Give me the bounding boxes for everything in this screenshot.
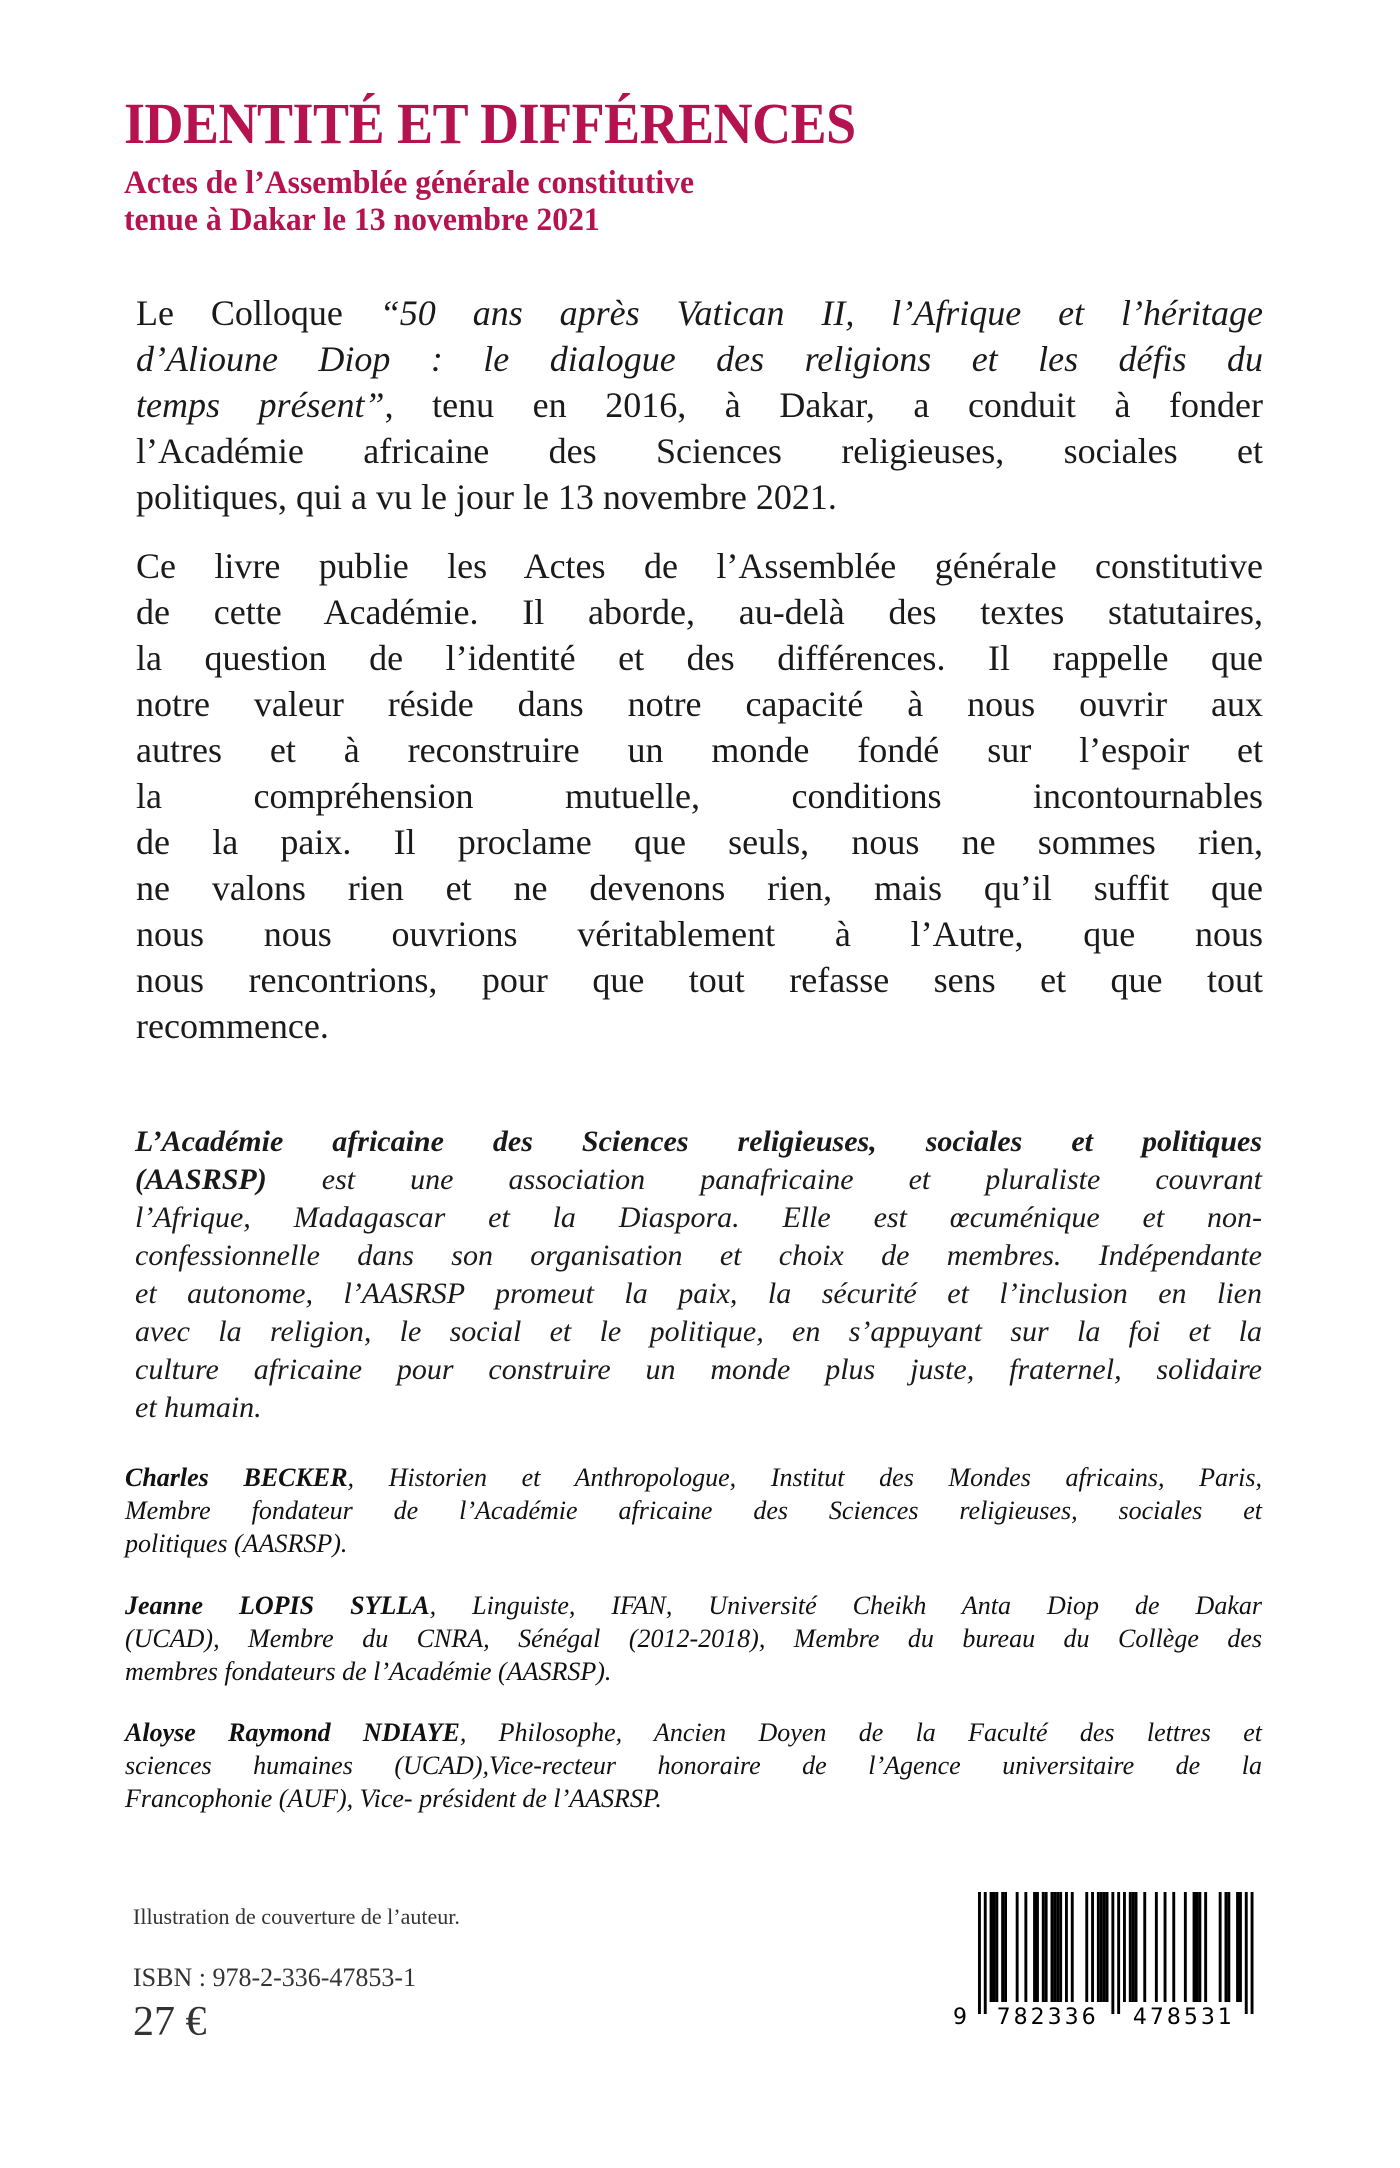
cover-illustration-credit: Illustration de couverture de l’auteur. xyxy=(133,1904,460,1929)
text-line xyxy=(136,911,1263,957)
text-segment: et humain. xyxy=(135,1391,262,1424)
text-line xyxy=(125,1494,1262,1527)
text-line xyxy=(136,635,1263,681)
isbn-barcode xyxy=(950,1890,1270,2030)
text-segment: ne valons rien et ne devenons rien, mais qu’il suffit que xyxy=(136,868,1263,908)
barcode-bar xyxy=(993,1892,996,2002)
barcode-bar xyxy=(1106,1892,1109,2002)
text-line xyxy=(136,1003,1263,1049)
barcode-bar xyxy=(1172,1892,1175,2002)
subtitle-line: Actes de l’Assemblée générale constitutive xyxy=(124,165,695,201)
text-line xyxy=(136,727,1263,773)
isbn-number: ISBN : 978-2-336-47853-1 xyxy=(133,1963,417,1992)
barcode-bar xyxy=(1184,1892,1187,2002)
text-line xyxy=(125,1527,1262,1560)
barcode-bar xyxy=(1123,1892,1126,2002)
barcode-bar xyxy=(1227,1892,1230,2002)
text-line xyxy=(136,681,1263,727)
barcode-bar xyxy=(1129,1892,1132,2002)
barcode-bar xyxy=(1236,1892,1239,2002)
barcode-bar xyxy=(1164,1892,1167,2002)
barcode-bar xyxy=(1111,1892,1114,2014)
barcode-bar xyxy=(1042,1892,1045,2002)
text-line xyxy=(136,773,1263,819)
text-line xyxy=(125,1716,1262,1749)
text-segment: culture africaine pour construire un monde plus juste, fraternel, solidaire xyxy=(135,1353,1262,1386)
text-line xyxy=(136,957,1263,1003)
text-segment: temps présent” xyxy=(136,385,385,425)
barcode-bar xyxy=(1117,1892,1120,2014)
barcode-bar xyxy=(995,1892,998,2002)
barcode-bar xyxy=(1059,1892,1062,2002)
text-segment: membres fondateurs de l’Académie (AASRSP). xyxy=(125,1657,612,1686)
text-line xyxy=(125,1655,1262,1688)
text-segment: avec la religion, le social et le politique, en s’appuyant sur la foi et la xyxy=(135,1315,1262,1348)
summary-paragraph-2 xyxy=(136,543,1263,1049)
barcode-bar xyxy=(1251,1892,1254,2014)
barcode-bar xyxy=(1016,1892,1019,2002)
barcode-bar xyxy=(1193,1892,1196,2002)
barcode-graphic xyxy=(950,1890,1270,2030)
text-segment: Membre fondateur de l’Académie africaine des Sciences religieuses, sociales et xyxy=(125,1496,1262,1525)
text-line xyxy=(136,474,1263,520)
text-segment: , Historien et Anthropologue, Institut des Mondes africains, Paris, xyxy=(347,1463,1262,1492)
text-segment: Le Colloque xyxy=(136,293,380,333)
text-segment: est une association panafricaine et pluraliste couvrant xyxy=(266,1163,1262,1196)
text-line xyxy=(135,1237,1262,1275)
subtitle-line: tenue à Dakar le 13 novembre 2021 xyxy=(124,202,600,238)
text-segment: nous rencontrions, pour que tout refasse sens et que tout xyxy=(136,960,1263,1000)
barcode-bar xyxy=(1091,1892,1094,2002)
text-segment: la compréhension mutuelle, conditions incontournables xyxy=(136,776,1263,816)
author-bio-ndiaye xyxy=(125,1716,1262,1815)
barcode-digits: 9 xyxy=(953,2005,970,2030)
text-line xyxy=(135,1199,1262,1237)
summary-paragraph-1 xyxy=(136,290,1263,520)
text-line xyxy=(136,428,1263,474)
text-segment: notre valeur réside dans notre capacité à nous ouvrir aux xyxy=(136,684,1263,724)
text-segment: (UCAD), Membre du CNRA, Sénégal (2012-2018), Membre du bureau du Collège des xyxy=(125,1624,1262,1653)
text-line xyxy=(136,589,1263,635)
text-line xyxy=(125,1461,1262,1494)
text-segment: , Linguiste, IFAN, Université Cheikh Anta Diop de Dakar xyxy=(429,1591,1262,1620)
barcode-bar xyxy=(1033,1892,1036,2002)
text-segment: L’Académie africaine des Sciences religieuses, sociales et politiques xyxy=(135,1125,1262,1158)
barcode-bar xyxy=(1239,1892,1242,2002)
text-segment: (AASRSP) xyxy=(135,1163,267,1196)
barcode-bar xyxy=(1045,1892,1048,2002)
text-line xyxy=(135,1389,1262,1427)
barcode-bar xyxy=(978,1892,981,2014)
barcode-bar xyxy=(1196,1892,1199,2002)
barcode-bar xyxy=(1056,1892,1059,2002)
barcode-bar xyxy=(1085,1892,1088,2002)
text-line xyxy=(135,1161,1262,1199)
text-segment: la question de l’identité et des différences. Il rappelle que xyxy=(136,638,1263,678)
text-line xyxy=(136,543,1263,589)
barcode-bar xyxy=(1001,1892,1004,2002)
barcode-bar xyxy=(1051,1892,1054,2002)
book-title: IDENTITÉ ET DIFFÉRENCES xyxy=(124,91,856,156)
text-segment: l’Afrique, Madagascar et la Diaspora. Elle est œcuménique et non- xyxy=(135,1201,1262,1234)
text-segment: Aloyse Raymond NDIAYE xyxy=(125,1718,460,1747)
barcode-bar xyxy=(1024,1892,1027,2002)
text-line xyxy=(125,1622,1262,1655)
text-segment: confessionnelle dans son organisation et choix de membres. Indépendante xyxy=(135,1239,1262,1272)
barcode-digits: 782336 xyxy=(996,2005,1099,2030)
text-segment: Charles BECKER xyxy=(125,1463,348,1492)
association-description xyxy=(135,1123,1262,1427)
text-segment: nous nous ouvrions véritablement à l’Autre, que nous xyxy=(136,914,1263,954)
barcode-bar xyxy=(1204,1892,1207,2002)
text-segment: d’Alioune Diop : le dialogue des religions et les défis du xyxy=(136,339,1263,379)
text-line xyxy=(125,1589,1262,1622)
book-subtitle xyxy=(124,165,694,239)
text-line xyxy=(135,1275,1262,1313)
barcode-bar xyxy=(1245,1892,1248,2014)
text-line xyxy=(136,865,1263,911)
barcode-digits: 478531 xyxy=(1132,2005,1235,2030)
text-segment: politiques (AASRSP). xyxy=(125,1529,348,1558)
text-line xyxy=(136,290,1263,336)
text-segment: autres et à reconstruire un monde fondé sur l’espoir et xyxy=(136,730,1263,770)
barcode-bar xyxy=(1053,1892,1056,2002)
barcode-bar xyxy=(1100,1892,1103,2002)
text-segment: Francophonie (AUF), Vice- président de l’AASRSP. xyxy=(125,1784,662,1813)
barcode-bar xyxy=(1071,1892,1074,2002)
text-line xyxy=(136,819,1263,865)
text-segment: “50 ans après Vatican II, l’Afrique et l’héritage xyxy=(379,293,1264,333)
text-segment: l’Académie africaine des Sciences religieuses, sociales et xyxy=(136,431,1263,471)
barcode-bar xyxy=(1198,1892,1201,2002)
text-line xyxy=(136,382,1263,428)
text-segment: , Philosophe, Ancien Doyen de la Faculté des lettres et xyxy=(459,1718,1262,1747)
text-segment: sciences humaines (UCAD),Vice-recteur honoraire de l’Agence universitaire de la xyxy=(125,1751,1262,1780)
text-line xyxy=(135,1123,1262,1161)
barcode-bar xyxy=(1143,1892,1146,2002)
text-segment: politiques, qui a vu le jour le 13 novembre 2021. xyxy=(136,477,837,517)
text-line xyxy=(136,336,1263,382)
text-segment: , tenu en 2016, à Dakar, a conduit à fonder xyxy=(384,385,1263,425)
price: 27 € xyxy=(133,1999,207,2045)
text-segment: Ce livre publie les Actes de l’Assemblée générale constitutive xyxy=(136,546,1263,586)
barcode-bar xyxy=(1065,1892,1068,2002)
text-line xyxy=(135,1351,1262,1389)
barcode-bar xyxy=(1135,1892,1138,2002)
barcode-bar xyxy=(1225,1892,1228,2002)
text-segment: de la paix. Il proclame que seuls, nous ne sommes rien, xyxy=(136,822,1263,862)
text-segment: recommence. xyxy=(136,1006,329,1046)
barcode-bar xyxy=(1036,1892,1039,2002)
barcode-bar xyxy=(1004,1892,1007,2002)
barcode-bar xyxy=(1097,1892,1100,2002)
barcode-bar xyxy=(1219,1892,1222,2002)
barcode-bar xyxy=(1155,1892,1158,2002)
text-line xyxy=(135,1313,1262,1351)
text-segment: et autonome, l’AASRSP promeut la paix, la sécurité et l’inclusion en lien xyxy=(135,1277,1262,1310)
text-line xyxy=(125,1749,1262,1782)
author-bio-lopis-sylla xyxy=(125,1589,1262,1688)
barcode-bar xyxy=(1132,1892,1135,2002)
text-segment: Jeanne LOPIS SYLLA xyxy=(125,1591,430,1620)
text-line xyxy=(125,1782,1262,1815)
barcode-bar xyxy=(1103,1892,1106,2002)
author-bio-becker xyxy=(125,1461,1262,1560)
barcode-bar xyxy=(990,1892,993,2002)
barcode-bar xyxy=(984,1892,987,2014)
text-segment: de cette Académie. Il aborde, au-delà des textes statutaires, xyxy=(136,592,1263,632)
